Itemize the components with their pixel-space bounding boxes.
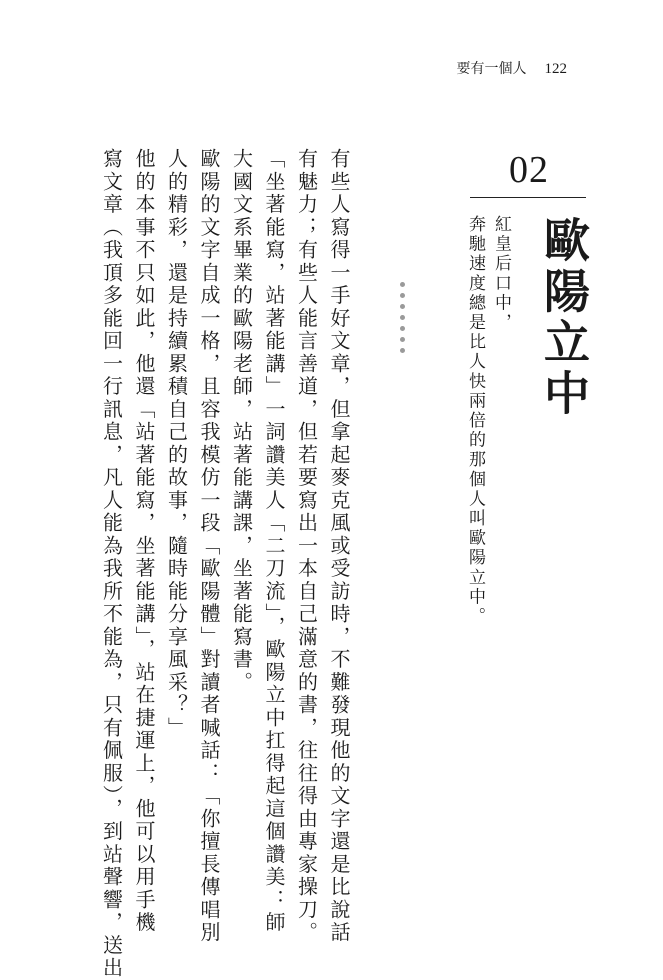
body-line: 有些人寫得一手好文章，但拿起麥克風或受訪時，不難發現他的文字還是比說話	[327, 148, 351, 945]
running-header-title: 要有一個人	[456, 61, 527, 77]
page-number: 122	[544, 61, 567, 77]
body-line: 「坐著能寫，站著能講」一詞讚美人「二刀流」，歐陽立中扛得起這個讚美：師	[262, 148, 286, 935]
body-line: 有魅力；有些人能言善道，但若要寫出一本自己滿意的書，往往得由專家操刀。	[294, 148, 319, 945]
body-line: 他的本事不只如此，他還「站著能寫，坐著能講」，站在捷運上，他可以用手機	[132, 148, 156, 935]
chapter-number: 02	[509, 149, 549, 191]
subtitle-line: 奔馳速度總是比人快兩倍的那個人叫歐陽立中。	[465, 215, 485, 627]
dot	[400, 293, 405, 298]
body-text	[95, 148, 355, 980]
chapter-subtitle	[462, 215, 514, 627]
dot	[400, 282, 405, 287]
decorative-dots	[400, 282, 405, 353]
body-line: 寫文章（我頂多能回一行訊息，凡人能為我所不能為，只有佩服），到站聲響，送出	[99, 148, 124, 980]
dot	[400, 326, 405, 331]
dot	[400, 337, 405, 342]
body-line: 歐陽的文字自成一格，且容我模仿一段「歐陽體」對讀者喊話：「你擅長傳唱別	[197, 148, 221, 945]
dot	[400, 315, 405, 320]
dot	[400, 348, 405, 353]
chapter-divider	[470, 197, 586, 198]
dot	[400, 304, 405, 309]
subtitle-line: 紅皇后口中，	[491, 215, 511, 333]
body-line: 大國文系畢業的歐陽老師，站著能講課，坐著能寫書。	[229, 148, 254, 694]
chapter-title: 歐陽立中	[537, 216, 591, 420]
body-line: 人的精彩，還是持續累積自己的故事，隨時能分享風采？」	[164, 148, 189, 740]
running-header	[457, 58, 568, 78]
